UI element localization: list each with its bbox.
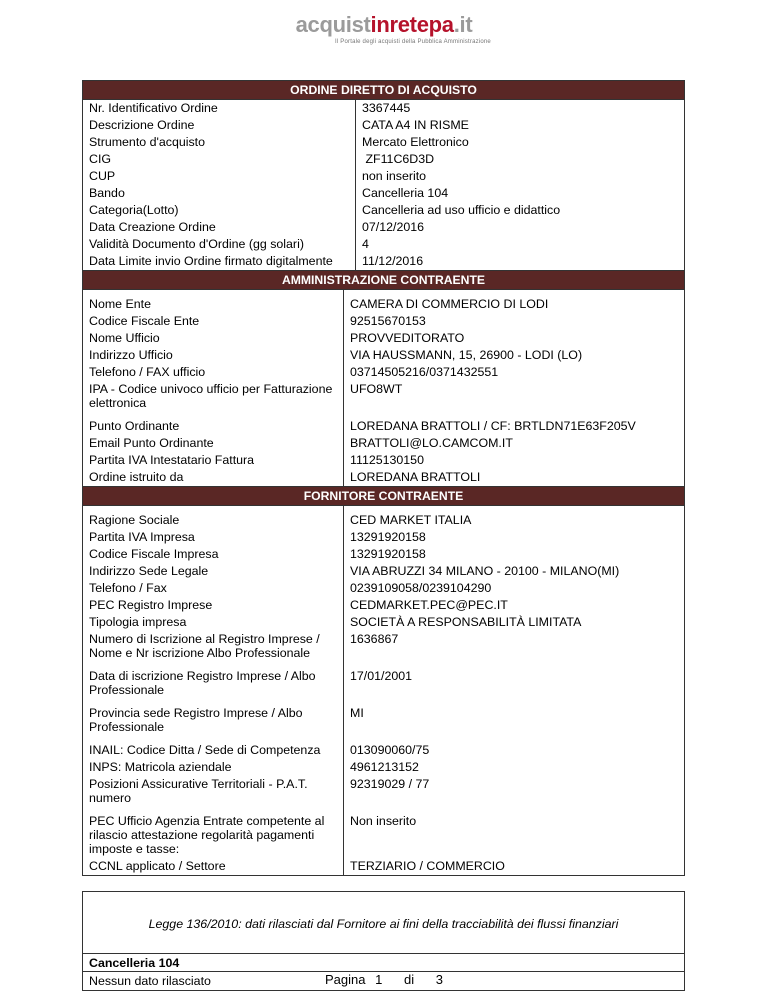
field-label: PEC Ufficio Agenzia Entrate competente al rilascio attestazione regolarità pagamenti imposte e tasse: xyxy=(83,813,344,858)
field-label: Nome Ufficio xyxy=(83,330,344,347)
field-value: 013090060/75 xyxy=(350,743,430,757)
table-row xyxy=(83,253,684,270)
field-label: Email Punto Ordinante xyxy=(83,435,344,452)
field-value: 17/01/2001 xyxy=(350,669,413,683)
table-row xyxy=(83,813,684,858)
field-label: Codice Fiscale Impresa xyxy=(83,546,344,563)
field-value: 1636867 xyxy=(350,632,399,646)
table-row xyxy=(83,364,684,381)
field-value: TERZIARIO / COMMERCIO xyxy=(350,859,505,873)
field-value: Mercato Elettronico xyxy=(362,135,469,149)
field-value: 13291920158 xyxy=(350,530,426,544)
table-row xyxy=(83,296,684,313)
field-value: non inserito xyxy=(362,169,427,183)
table-row xyxy=(83,236,684,253)
table-row xyxy=(83,529,684,546)
table-row xyxy=(83,418,684,435)
field-value: PROVVEDITORATO xyxy=(350,331,465,345)
table-row xyxy=(83,512,684,529)
table-row xyxy=(83,580,684,597)
field-label: Data di iscrizione Registro Imprese / Albo Professionale xyxy=(83,668,344,699)
table-row xyxy=(83,347,684,364)
field-label: Codice Fiscale Ente xyxy=(83,313,344,330)
field-value: CED MARKET ITALIA xyxy=(350,513,472,527)
section-header-ordine: ORDINE DIRETTO DI ACQUISTO xyxy=(83,81,684,100)
field-label: Descrizione Ordine xyxy=(83,117,356,134)
field-value: 3367445 xyxy=(362,101,411,115)
field-value: 11125130150 xyxy=(350,453,424,467)
logo-tagline: Il Portale degli acquisti della Pubblica Amministrazione xyxy=(335,39,491,45)
table-row xyxy=(83,219,684,236)
field-value: CAMERA DI COMMERCIO DI LODI xyxy=(350,297,549,311)
field-value: ZF11C6D3D xyxy=(362,152,435,166)
table-row xyxy=(83,546,684,563)
field-value: 92319029 / 77 xyxy=(350,777,430,791)
table-row xyxy=(83,705,684,736)
legge-bando: Cancelleria 104 xyxy=(83,954,684,972)
field-label: Indirizzo Ufficio xyxy=(83,347,344,364)
fornitore-table xyxy=(83,506,684,875)
field-value: 92515670153 xyxy=(350,314,426,328)
field-label: Posizioni Assicurative Territoriali - P.A.T. numero xyxy=(83,776,344,807)
field-value: VIA HAUSSMANN, 15, 26900 - LODI (LO) xyxy=(350,348,583,362)
field-value: SOCIETÀ A RESPONSABILITÀ LIMITATA xyxy=(350,615,582,629)
field-value: 13291920158 xyxy=(350,547,426,561)
field-label: CCNL applicato / Settore xyxy=(83,858,344,875)
table-row xyxy=(83,435,684,452)
field-value: 4 xyxy=(362,237,369,251)
field-label: Provincia sede Registro Imprese / Albo Professionale xyxy=(83,705,344,736)
table-row xyxy=(83,563,684,580)
table-row xyxy=(83,168,684,185)
amministrazione-table xyxy=(83,290,684,486)
page-total: 3 xyxy=(435,972,443,987)
field-label: Data Limite invio Ordine firmato digitalmente xyxy=(83,253,356,270)
field-label: INPS: Matricola aziendale xyxy=(83,759,344,776)
field-label: INAIL: Codice Ditta / Sede di Competenza xyxy=(83,742,344,759)
field-label: Strumento d'acquisto xyxy=(83,134,356,151)
order-document xyxy=(82,80,685,876)
field-value: CATA A4 IN RISME xyxy=(362,118,469,132)
table-row xyxy=(83,597,684,614)
table-row xyxy=(83,858,684,875)
field-value: 07/12/2016 xyxy=(362,220,425,234)
field-label: Data Creazione Ordine xyxy=(83,219,356,236)
field-value: 11/12/2016 xyxy=(362,254,424,268)
field-value: LOREDANA BRATTOLI xyxy=(350,470,481,484)
section-header-amministrazione: AMMINISTRAZIONE CONTRAENTE xyxy=(83,270,684,290)
field-value: MI xyxy=(350,706,364,720)
page-footer xyxy=(0,972,768,988)
field-label: Nome Ente xyxy=(83,296,344,313)
portal-logo xyxy=(0,12,768,45)
page-label: Pagina xyxy=(325,972,366,987)
table-row xyxy=(83,614,684,631)
table-row xyxy=(83,452,684,469)
field-value: LOREDANA BRATTOLI / CF: BRTLDN71E63F205V xyxy=(350,419,636,433)
field-value: BRATTOLI@LO.CAMCOM.IT xyxy=(350,436,513,450)
table-row xyxy=(83,117,684,134)
field-value: 03714505216/0371432551 xyxy=(350,365,499,379)
field-value: UFO8WT xyxy=(350,382,403,396)
field-value: 0239109058/0239104290 xyxy=(350,581,492,595)
table-row xyxy=(83,668,684,699)
page-number: 1 xyxy=(375,972,383,987)
table-row xyxy=(83,381,684,412)
field-label: IPA - Codice univoco ufficio per Fatturazione elettronica xyxy=(83,381,344,412)
field-label: Nr. Identificativo Ordine xyxy=(83,100,356,117)
field-value: CEDMARKET.PEC@PEC.IT xyxy=(350,598,508,612)
table-row xyxy=(83,759,684,776)
field-label: Ordine istruito da xyxy=(83,469,344,486)
field-label: Telefono / FAX ufficio xyxy=(83,364,344,381)
field-label: Indirizzo Sede Legale xyxy=(83,563,344,580)
field-label: Numero di Iscrizione al Registro Imprese / Nome e Nr iscrizione Albo Professionale xyxy=(83,631,344,662)
ordine-table xyxy=(83,100,684,270)
field-label: Punto Ordinante xyxy=(83,418,344,435)
field-label: Partita IVA Impresa xyxy=(83,529,344,546)
table-row xyxy=(83,151,684,168)
field-label: Ragione Sociale xyxy=(83,512,344,529)
field-value: Cancelleria 104 xyxy=(362,186,449,200)
table-row xyxy=(83,330,684,347)
field-label: Categoria(Lotto) xyxy=(83,202,356,219)
table-row xyxy=(83,100,684,117)
field-value: Non inserito xyxy=(350,814,417,828)
field-label: CUP xyxy=(83,168,356,185)
field-label: Bando xyxy=(83,185,356,202)
logo-wordmark: acquistinretepa.it xyxy=(295,12,473,37)
table-row xyxy=(83,469,684,486)
field-label: Validità Documento d'Ordine (gg solari) xyxy=(83,236,356,253)
table-row xyxy=(83,313,684,330)
field-label: Telefono / Fax xyxy=(83,580,344,597)
field-label: CIG xyxy=(83,151,356,168)
field-label: Tipologia impresa xyxy=(83,614,344,631)
table-row xyxy=(83,202,684,219)
page-of-label: di xyxy=(403,972,415,987)
field-value: 4961213152 xyxy=(350,760,419,774)
table-row xyxy=(83,185,684,202)
section-header-fornitore: FORNITORE CONTRAENTE xyxy=(83,486,684,506)
field-label: Partita IVA Intestatario Fattura xyxy=(83,452,344,469)
field-value: Cancelleria ad uso ufficio e didattico xyxy=(362,203,561,217)
legge-note: Nessun dato rilasciato xyxy=(89,974,211,988)
field-value: VIA ABRUZZI 34 MILANO - 20100 - MILANO(MI) xyxy=(350,564,620,578)
table-row xyxy=(83,631,684,662)
field-label: PEC Registro Imprese xyxy=(83,597,344,614)
table-row xyxy=(83,776,684,807)
table-row xyxy=(83,134,684,151)
legge-title: Legge 136/2010: dati rilasciati dal Fornitore ai fini della tracciabilità dei flussi finanziari xyxy=(83,892,684,954)
table-row xyxy=(83,742,684,759)
